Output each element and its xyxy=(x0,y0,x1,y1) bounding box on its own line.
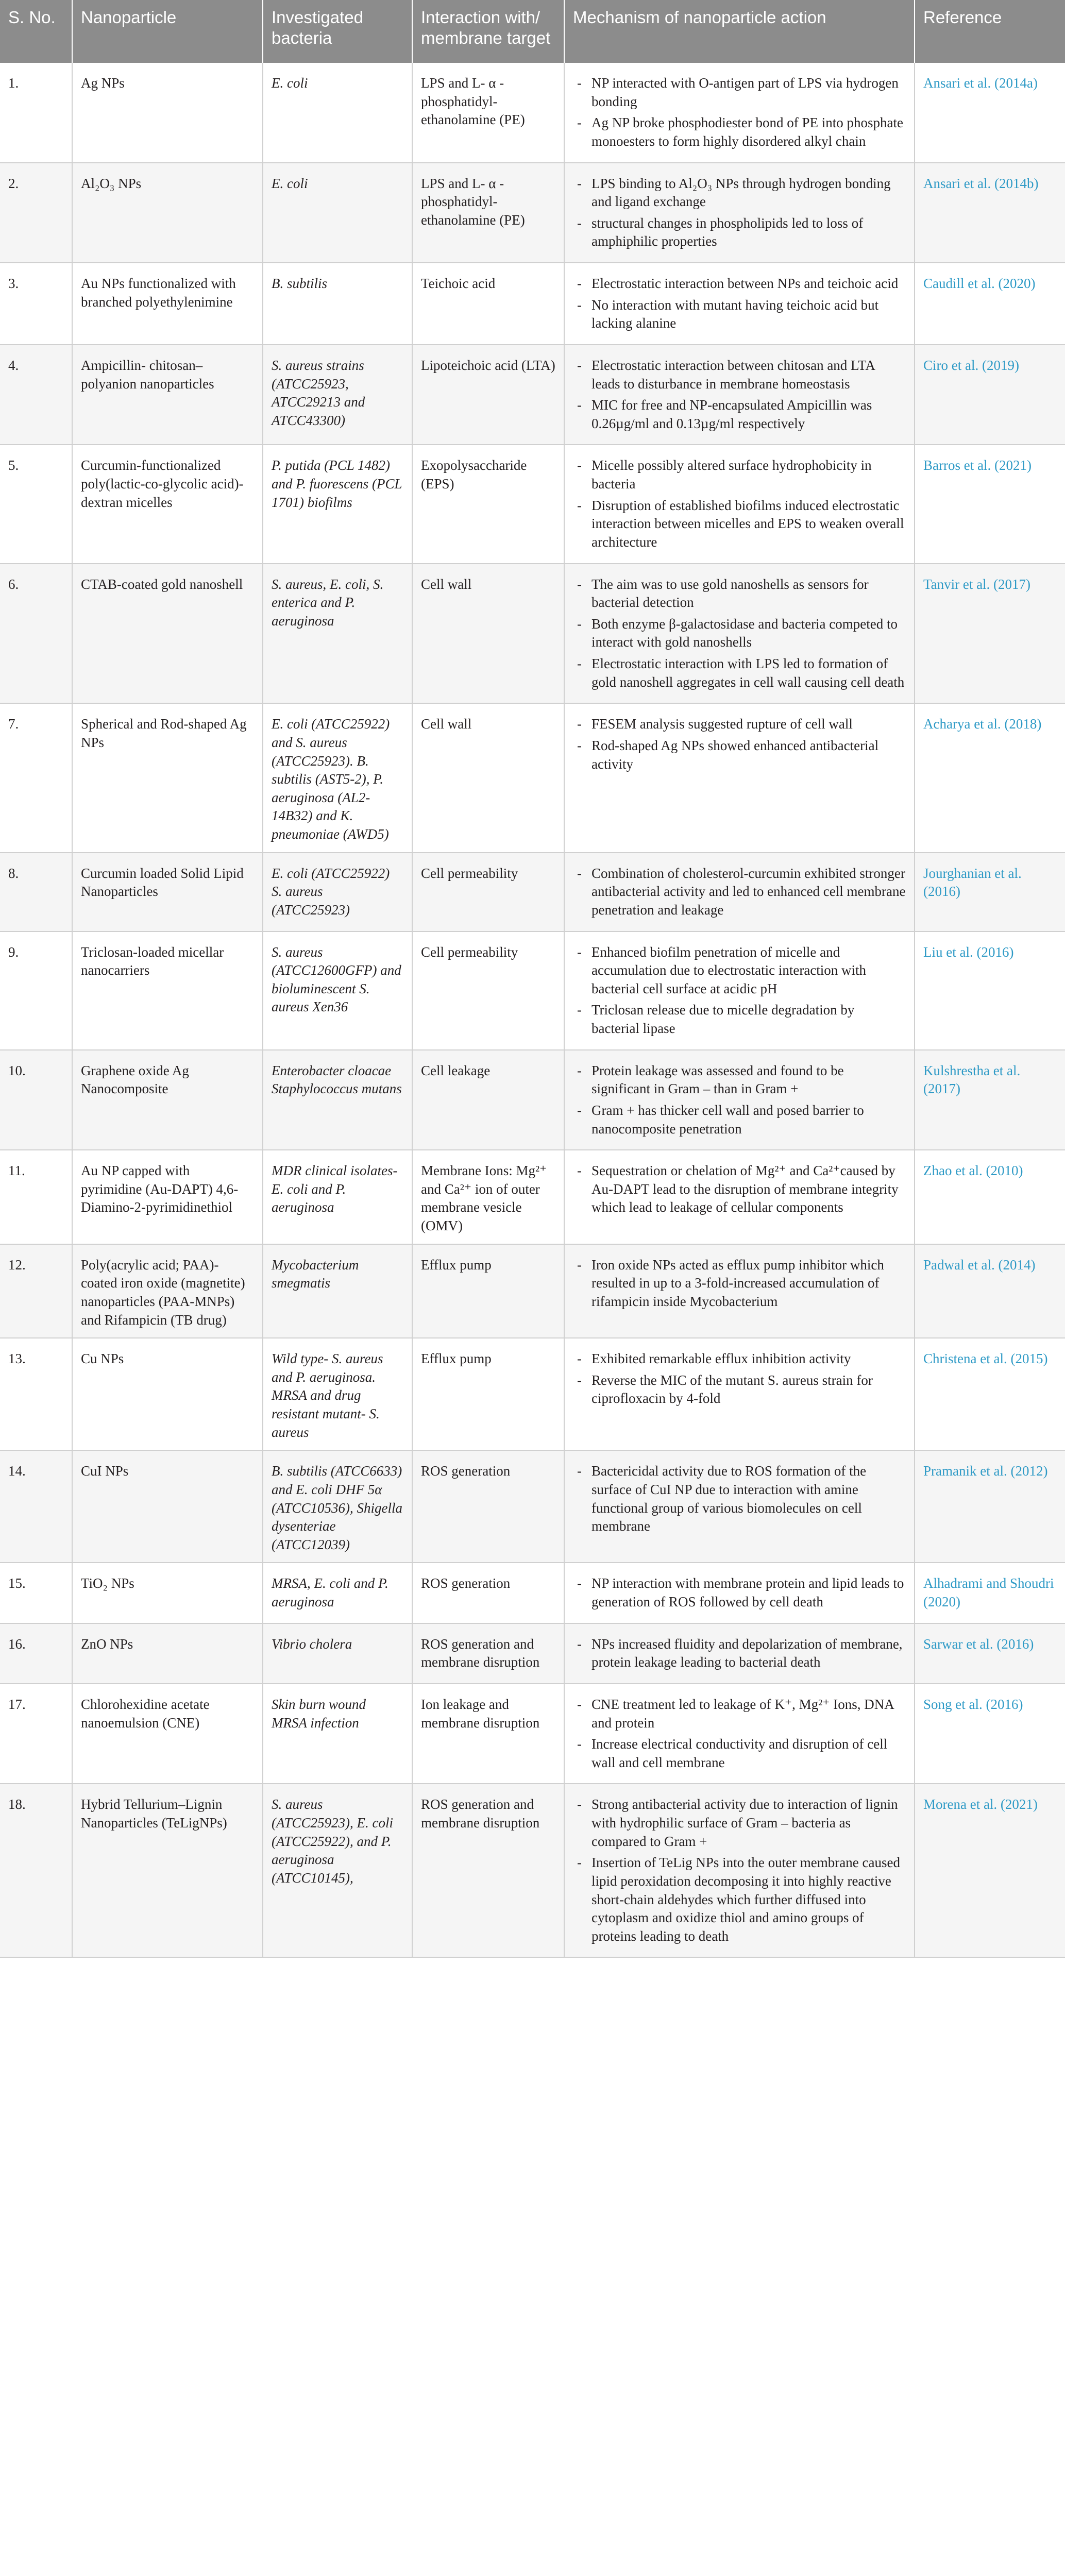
nanoparticle-cell: Triclosan-loaded micellar nanocarriers xyxy=(72,931,263,1050)
mechanism-item: - NPs increased fluidity and depolarization of membrane, protein leakage leading to bacterial death xyxy=(573,1635,906,1672)
nanoparticle-cell: CTAB-coated gold nanoshell xyxy=(72,564,263,704)
mechanism-list xyxy=(573,865,906,920)
mechanism-item: - Exhibited remarkable efflux inhibition activity xyxy=(573,1350,906,1368)
target-cell: Cell wall xyxy=(412,703,564,852)
nanoparticle-cell: Spherical and Rod-shaped Ag NPs xyxy=(72,703,263,852)
row-number: 3. xyxy=(0,263,72,345)
mechanism-list xyxy=(573,1696,906,1772)
bacteria-cell: B. subtilis (ATCC6633) and E. coli DHF 5α (ATCC10536), Shigella dysenteriae (ATCC12039) xyxy=(263,1450,412,1563)
bacteria-cell: E. coli xyxy=(263,163,412,263)
bacteria-cell: MDR clinical isolates- E. coli and P. aeruginosa xyxy=(263,1150,412,1244)
mechanism-list xyxy=(573,1462,906,1536)
table-row xyxy=(0,853,1065,931)
row-number: 13. xyxy=(0,1338,72,1450)
mechanism-item: - NP interacted with O-antigen part of LPS via hydrogen bonding xyxy=(573,74,906,111)
mechanism-item: - FESEM analysis suggested rupture of cell wall xyxy=(573,715,906,734)
mechanism-cell xyxy=(564,1338,915,1450)
mechanism-item: - The aim was to use gold nanoshells as sensors for bacterial detection xyxy=(573,575,906,612)
row-number: 2. xyxy=(0,163,72,263)
mechanism-item: - Gram + has thicker cell wall and posed barrier to nanocomposite penetration xyxy=(573,1101,906,1138)
row-number: 9. xyxy=(0,931,72,1050)
mechanism-item: - structural changes in phospholipids led to loss of amphiphilic properties xyxy=(573,214,906,251)
reference-link[interactable]: Barros et al. (2021) xyxy=(915,445,1065,563)
row-number: 8. xyxy=(0,853,72,931)
target-cell: Membrane Ions: Mg²⁺ and Ca²⁺ ion of outer membrane vesicle (OMV) xyxy=(412,1150,564,1244)
nanoparticle-cell: Al₂O₃ NPs xyxy=(72,163,263,263)
nanoparticle-cell: Graphene oxide Ag Nanocomposite xyxy=(72,1050,263,1150)
table-row xyxy=(0,1338,1065,1450)
table-row xyxy=(0,1684,1065,1784)
bacteria-cell: S. aureus, E. coli, S. enterica and P. aeruginosa xyxy=(263,564,412,704)
mechanism-item: - Sequestration or chelation of Mg²⁺ and Ca²⁺caused by Au-DAPT lead to the disruption of membrane integrity which lead to leakage of cellular components xyxy=(573,1162,906,1217)
row-number: 7. xyxy=(0,703,72,852)
reference-link[interactable]: Sarwar et al. (2016) xyxy=(915,1623,1065,1684)
mechanism-item: - Bactericidal activity due to ROS formation of the surface of CuI NP due to interaction with amine functional group of various biomolecules on cell membrane xyxy=(573,1462,906,1536)
nanoparticle-cell: Curcumin loaded Solid Lipid Nanoparticles xyxy=(72,853,263,931)
mechanism-list xyxy=(573,1350,906,1408)
mechanism-cell xyxy=(564,703,915,852)
row-number: 14. xyxy=(0,1450,72,1563)
mechanism-cell xyxy=(564,445,915,563)
table-row xyxy=(0,1623,1065,1684)
target-cell: Cell wall xyxy=(412,564,564,704)
bacteria-cell: P. putida (PCL 1482) and P. fuorescens (PCL 1701) biofilms xyxy=(263,445,412,563)
bacteria-cell: Wild type- S. aureus and P. aeruginosa. MRSA and drug resistant mutant- S. aureus xyxy=(263,1338,412,1450)
row-number: 16. xyxy=(0,1623,72,1684)
mechanism-item: - No interaction with mutant having teichoic acid but lacking alanine xyxy=(573,296,906,333)
bacteria-cell: E. coli (ATCC25922) S. aureus (ATCC25923) xyxy=(263,853,412,931)
reference-link[interactable]: Padwal et al. (2014) xyxy=(915,1244,1065,1338)
target-cell: ROS generation xyxy=(412,1450,564,1563)
table-row xyxy=(0,1050,1065,1150)
table-row xyxy=(0,445,1065,563)
bacteria-cell: E. coli (ATCC25922) and S. aureus (ATCC25923). B. subtilis (AST5-2), P. aeruginosa (AL2-14B32) and K. pneumoniae (AWD5) xyxy=(263,703,412,852)
row-number: 10. xyxy=(0,1050,72,1150)
table-row xyxy=(0,703,1065,852)
mechanism-list xyxy=(573,1162,906,1217)
reference-link[interactable]: Jourghanian et al. (2016) xyxy=(915,853,1065,931)
target-cell: ROS generation xyxy=(412,1563,564,1623)
mechanism-item: - Electrostatic interaction between NPs and teichoic acid xyxy=(573,275,906,293)
target-cell: Efflux pump xyxy=(412,1244,564,1338)
table-row xyxy=(0,1244,1065,1338)
mechanism-cell xyxy=(564,345,915,445)
header-nanoparticle: Nanoparticle xyxy=(72,0,263,63)
mechanism-item: - MIC for free and NP-encapsulated Ampicillin was 0.26µg/ml and 0.13µg/ml respectively xyxy=(573,396,906,433)
nanoparticle-cell: Curcumin-functionalized poly(lactic-co-glycolic acid)-dextran micelles xyxy=(72,445,263,563)
reference-link[interactable]: Ansari et al. (2014a) xyxy=(915,63,1065,163)
header-reference: Reference xyxy=(915,0,1065,63)
target-cell: ROS generation and membrane disruption xyxy=(412,1784,564,1957)
reference-link[interactable]: Acharya et al. (2018) xyxy=(915,703,1065,852)
mechanism-cell xyxy=(564,853,915,931)
target-cell: Cell permeability xyxy=(412,931,564,1050)
mechanism-list xyxy=(573,74,906,151)
header-bacteria: Investigated bacteria xyxy=(263,0,412,63)
mechanism-item: - Insertion of TeLig NPs into the outer membrane caused lipid peroxidation decomposing it into highly reactive short-chain aldehydes which further diffused into cytoplasm and oxidize thiol and amino groups of proteins leading to death xyxy=(573,1854,906,1945)
table-row xyxy=(0,1450,1065,1563)
mechanism-item: - Micelle possibly altered surface hydrophobicity in bacteria xyxy=(573,456,906,493)
mechanism-item: - NP interaction with membrane protein and lipid leads to generation of ROS followed by cell death xyxy=(573,1574,906,1611)
mechanism-list xyxy=(573,275,906,333)
nanoparticle-cell: TiO₂ NPs xyxy=(72,1563,263,1623)
nanoparticle-cell: Poly(acrylic acid; PAA)-coated iron oxide (magnetite) nanoparticles (PAA-MNPs) and Rifampicin (TB drug) xyxy=(72,1244,263,1338)
row-number: 17. xyxy=(0,1684,72,1784)
mechanism-item: - Electrostatic interaction with LPS led to formation of gold nanoshell aggregates in cell wall causing cell death xyxy=(573,655,906,691)
bacteria-cell: MRSA, E. coli and P. aeruginosa xyxy=(263,1563,412,1623)
table-row xyxy=(0,931,1065,1050)
reference-link[interactable]: Zhao et al. (2010) xyxy=(915,1150,1065,1244)
mechanism-cell xyxy=(564,63,915,163)
table-row xyxy=(0,345,1065,445)
row-number: 5. xyxy=(0,445,72,563)
mechanism-item: - Triclosan release due to micelle degradation by bacterial lipase xyxy=(573,1001,906,1038)
reference-link[interactable]: Ansari et al. (2014b) xyxy=(915,163,1065,263)
mechanism-list xyxy=(573,1574,906,1611)
nanoparticle-cell: Hybrid Tellurium–Lignin Nanoparticles (TeLigNPs) xyxy=(72,1784,263,1957)
mechanism-list xyxy=(573,357,906,433)
target-cell: Lipoteichoic acid (LTA) xyxy=(412,345,564,445)
mechanism-list xyxy=(573,715,906,773)
target-cell: Exopolysaccharide (EPS) xyxy=(412,445,564,563)
table-body xyxy=(0,63,1065,1957)
mechanism-cell xyxy=(564,1450,915,1563)
mechanism-list xyxy=(573,943,906,1038)
bacteria-cell: S. aureus (ATCC25923), E. coli (ATCC25922), and P. aeruginosa (ATCC10145), xyxy=(263,1784,412,1957)
reference-link[interactable]: Ciro et al. (2019) xyxy=(915,345,1065,445)
mechanism-list xyxy=(573,575,906,692)
mechanism-item: - Disruption of established biofilms induced electrostatic interaction between micelles and EPS to weaken overall architecture xyxy=(573,497,906,552)
row-number: 18. xyxy=(0,1784,72,1957)
table-row xyxy=(0,263,1065,345)
mechanism-item: - Both enzyme β-galactosidase and bacteria competed to interact with gold nanoshells xyxy=(573,615,906,652)
bacteria-cell: Mycobacterium smegmatis xyxy=(263,1244,412,1338)
mechanism-cell xyxy=(564,263,915,345)
table-row xyxy=(0,163,1065,263)
bacteria-cell: Skin burn wound MRSA infection xyxy=(263,1684,412,1784)
table-row xyxy=(0,63,1065,163)
mechanism-list xyxy=(573,1256,906,1311)
reference-link[interactable]: Christena et al. (2015) xyxy=(915,1338,1065,1450)
target-cell: Efflux pump xyxy=(412,1338,564,1450)
nanoparticle-cell: CuI NPs xyxy=(72,1450,263,1563)
mechanism-list xyxy=(573,1062,906,1139)
target-cell: LPS and L- α -phosphatidyl-ethanolamine (PE) xyxy=(412,63,564,163)
reference-link[interactable]: Morena et al. (2021) xyxy=(915,1784,1065,1957)
mechanism-list xyxy=(573,1635,906,1672)
target-cell: Cell permeability xyxy=(412,853,564,931)
mechanism-item: - Increase electrical conductivity and disruption of cell wall and cell membrane xyxy=(573,1735,906,1772)
row-number: 12. xyxy=(0,1244,72,1338)
nanoparticle-cell: ZnO NPs xyxy=(72,1623,263,1684)
table-header xyxy=(0,0,1065,63)
nanoparticle-cell: Cu NPs xyxy=(72,1338,263,1450)
table-row xyxy=(0,1784,1065,1957)
nanoparticle-cell: Chlorohexidine acetate nanoemulsion (CNE) xyxy=(72,1684,263,1784)
mechanism-list xyxy=(573,1795,906,1945)
reference-link[interactable]: Caudill et al. (2020) xyxy=(915,263,1065,345)
bacteria-cell: Vibrio cholera xyxy=(263,1623,412,1684)
reference-link[interactable]: Tanvir et al. (2017) xyxy=(915,564,1065,704)
mechanism-item: - Rod-shaped Ag NPs showed enhanced antibacterial activity xyxy=(573,737,906,773)
table-row xyxy=(0,564,1065,704)
header-row xyxy=(0,0,1065,63)
target-cell: Cell leakage xyxy=(412,1050,564,1150)
table-row xyxy=(0,1150,1065,1244)
bacteria-cell: S. aureus strains (ATCC25923, ATCC29213 and ATCC43300) xyxy=(263,345,412,445)
mechanism-cell xyxy=(564,1623,915,1684)
reference-link[interactable]: Pramanik et al. (2012) xyxy=(915,1450,1065,1563)
mechanism-item: - Ag NP broke phosphodiester bond of PE into phosphate monoesters to form highly disordered alkyl chain xyxy=(573,114,906,150)
mechanism-list xyxy=(573,456,906,551)
mechanism-item: - Reverse the MIC of the mutant S. aureus strain for ciprofloxacin by 4-fold xyxy=(573,1371,906,1408)
target-cell: ROS generation and membrane disruption xyxy=(412,1623,564,1684)
header-mechanism: Mechanism of nanoparticle action xyxy=(564,0,915,63)
mechanism-cell xyxy=(564,1563,915,1623)
row-number: 6. xyxy=(0,564,72,704)
reference-link[interactable]: Liu et al. (2016) xyxy=(915,931,1065,1050)
mechanism-item: - Protein leakage was assessed and found to be significant in Gram – than in Gram + xyxy=(573,1062,906,1098)
mechanism-item: - Enhanced biofilm penetration of micelle and accumulation due to electrostatic interaction with bacterial cell surface at acidic pH xyxy=(573,943,906,998)
reference-link[interactable]: Kulshrestha et al. (2017) xyxy=(915,1050,1065,1150)
nanoparticle-cell: Au NPs functionalized with branched polyethylenimine xyxy=(72,263,263,345)
bacteria-cell: Enterobacter cloacae Staphylococcus mutans xyxy=(263,1050,412,1150)
table-row xyxy=(0,1563,1065,1623)
mechanism-list xyxy=(573,175,906,251)
bacteria-cell: S. aureus (ATCC12600GFP) and bioluminescent S. aureus Xen36 xyxy=(263,931,412,1050)
row-number: 1. xyxy=(0,63,72,163)
mechanism-cell xyxy=(564,1784,915,1957)
header-sno: S. No. xyxy=(0,0,72,63)
nanoparticle-cell: Au NP capped with pyrimidine (Au-DAPT) 4,6-Diamino-2-pyrimidinethiol xyxy=(72,1150,263,1244)
mechanism-cell xyxy=(564,564,915,704)
mechanism-cell xyxy=(564,1244,915,1338)
target-cell: Ion leakage and membrane disruption xyxy=(412,1684,564,1784)
reference-link[interactable]: Song et al. (2016) xyxy=(915,1684,1065,1784)
mechanism-item: - Electrostatic interaction between chitosan and LTA leads to disturbance in membrane homeostasis xyxy=(573,357,906,393)
mechanism-cell xyxy=(564,1684,915,1784)
mechanism-item: - LPS binding to Al₂O₃ NPs through hydrogen bonding and ligand exchange xyxy=(573,175,906,211)
mechanism-item: - CNE treatment led to leakage of K⁺, Mg²⁺ Ions, DNA and protein xyxy=(573,1696,906,1732)
nanoparticle-cell: Ag NPs xyxy=(72,63,263,163)
mechanism-item: - Combination of cholesterol-curcumin exhibited stronger antibacterial activity and led to enhanced cell membrane penetration and leakage xyxy=(573,865,906,920)
reference-link[interactable]: Alhadrami and Shoudri (2020) xyxy=(915,1563,1065,1623)
bacteria-cell: B. subtilis xyxy=(263,263,412,345)
mechanism-cell xyxy=(564,931,915,1050)
target-cell: LPS and L- α -phosphatidyl-ethanolamine (PE) xyxy=(412,163,564,263)
bacteria-cell: E. coli xyxy=(263,63,412,163)
nanoparticle-cell: Ampicillin- chitosan–polyanion nanoparticles xyxy=(72,345,263,445)
header-target: Interaction with/ membrane target xyxy=(412,0,564,63)
mechanism-cell xyxy=(564,1050,915,1150)
row-number: 4. xyxy=(0,345,72,445)
mechanism-item: - Iron oxide NPs acted as efflux pump inhibitor which resulted in up to a 3-fold-increased accumulation of rifampicin inside Mycobacterium xyxy=(573,1256,906,1311)
mechanism-item: - Strong antibacterial activity due to interaction of lignin with hydrophilic surface of Gram – bacteria as compared to Gram + xyxy=(573,1795,906,1851)
target-cell: Teichoic acid xyxy=(412,263,564,345)
row-number: 11. xyxy=(0,1150,72,1244)
mechanism-cell xyxy=(564,163,915,263)
row-number: 15. xyxy=(0,1563,72,1623)
mechanism-cell xyxy=(564,1150,915,1244)
